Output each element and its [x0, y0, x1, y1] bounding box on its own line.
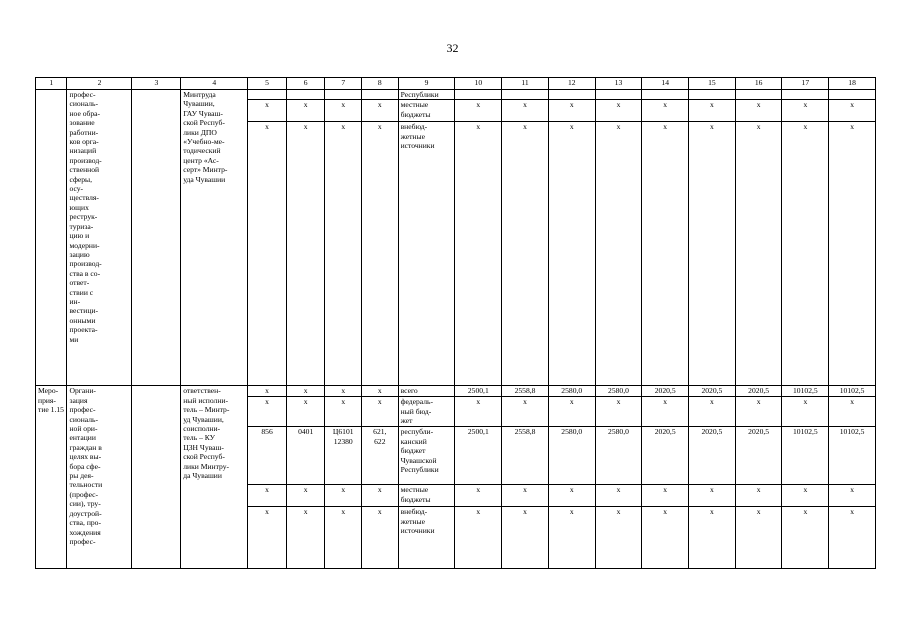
budget-code-cell: х [325, 386, 362, 397]
funding-source-cell: Республики [398, 90, 455, 100]
budget-code-cell: х [248, 485, 287, 507]
year-value-cell: х [829, 507, 876, 569]
year-value-cell: х [595, 507, 642, 569]
year-value-cell: 2580,0 [548, 386, 595, 397]
funding-source-cell: местные бюджеты [398, 100, 455, 122]
budget-code-cell: 621, 622 [362, 427, 399, 485]
table-row [36, 90, 876, 100]
col-number: 12 [548, 78, 595, 90]
year-value-cell: х [829, 100, 876, 122]
budget-code-cell: х [325, 122, 362, 386]
year-value-cell: 2580,0 [595, 386, 642, 397]
year-value-cell: 2558,8 [502, 427, 549, 485]
funding-source-cell: федераль- ный бюд- жет [398, 397, 455, 427]
budget-code-cell: х [325, 397, 362, 427]
budget-code-cell [248, 90, 287, 100]
budget-table [35, 77, 876, 569]
col-number: 8 [362, 78, 399, 90]
year-value-cell: х [782, 397, 829, 427]
budget-code-cell: х [362, 386, 399, 397]
year-value-cell: х [735, 122, 782, 386]
year-value-cell: 2020,5 [735, 427, 782, 485]
budget-code-cell: х [286, 100, 325, 122]
year-value-cell [595, 90, 642, 100]
year-value-cell: х [502, 507, 549, 569]
year-value-cell: х [455, 485, 502, 507]
budget-code-cell: х [362, 100, 399, 122]
page-number: 32 [446, 41, 459, 55]
year-value-cell: 2020,5 [689, 386, 736, 397]
year-value-cell: х [548, 100, 595, 122]
col-number: 13 [595, 78, 642, 90]
year-value-cell: х [689, 507, 736, 569]
year-value-cell: х [829, 122, 876, 386]
budget-code-cell: х [362, 507, 399, 569]
budget-code-cell: х [325, 507, 362, 569]
year-value-cell: х [595, 485, 642, 507]
year-value-cell [829, 90, 876, 100]
event-label-cell: Меро- прия- тие 1.15 [36, 386, 67, 569]
year-value-cell: х [689, 122, 736, 386]
year-value-cell: 2500,1 [455, 386, 502, 397]
col-number: 4 [181, 78, 248, 90]
col-number: 11 [502, 78, 549, 90]
year-value-cell: х [455, 397, 502, 427]
budget-code-cell: х [325, 100, 362, 122]
year-value-cell: х [782, 100, 829, 122]
year-value-cell: х [735, 397, 782, 427]
year-value-cell: х [502, 485, 549, 507]
year-value-cell: 10102,5 [782, 427, 829, 485]
funding-source-cell: республи- канский бюджет Чувашской Республики [398, 427, 455, 485]
year-value-cell: 10102,5 [829, 427, 876, 485]
col-number: 14 [642, 78, 689, 90]
year-value-cell: 2020,5 [642, 386, 689, 397]
year-value-cell: х [455, 100, 502, 122]
table-row [36, 386, 876, 397]
year-value-cell: х [595, 122, 642, 386]
year-value-cell: х [548, 507, 595, 569]
executor-cell: ответствен- ный исполни- тель – Минтр- уд Чувашии, соисполни- тель – КУ ЦЗН Чуваш- ской Респуб- лики Минтру- да Чувашии [181, 386, 248, 569]
budget-code-cell: х [362, 397, 399, 427]
budget-code-cell: х [325, 485, 362, 507]
year-value-cell [548, 90, 595, 100]
goal-cell [132, 90, 181, 386]
budget-code-cell [362, 90, 399, 100]
year-value-cell: х [502, 100, 549, 122]
col-number: 2 [67, 78, 132, 90]
year-value-cell: х [829, 485, 876, 507]
year-value-cell: х [455, 507, 502, 569]
budget-code-cell: х [248, 507, 287, 569]
year-value-cell: х [642, 397, 689, 427]
year-value-cell [689, 90, 736, 100]
budget-code-cell: х [286, 122, 325, 386]
year-value-cell: х [642, 122, 689, 386]
year-value-cell [642, 90, 689, 100]
year-value-cell: 2558,8 [502, 386, 549, 397]
budget-code-cell [286, 90, 325, 100]
funding-source-cell: местные бюджеты [398, 485, 455, 507]
col-number: 10 [455, 78, 502, 90]
budget-code-cell: х [248, 122, 287, 386]
year-value-cell: х [642, 100, 689, 122]
year-value-cell [455, 90, 502, 100]
year-value-cell: х [689, 397, 736, 427]
budget-code-cell [325, 90, 362, 100]
year-value-cell: 2020,5 [642, 427, 689, 485]
year-value-cell: 2500,1 [455, 427, 502, 485]
year-value-cell [502, 90, 549, 100]
goal-cell [132, 386, 181, 569]
col-number: 6 [286, 78, 325, 90]
col-number: 18 [829, 78, 876, 90]
year-value-cell: х [642, 507, 689, 569]
executor-cell: Минтруда Чувашии, ГАУ Чуваш- ской Респуб- лики ДПО «Учебно-ме- тодический центр «Ас- серт» Минтр- уда Чувашии [181, 90, 248, 386]
budget-code-cell: х [286, 485, 325, 507]
event-name-cell: Органи- зация профес- сиональ- ной ори- ентации граждан в целях вы- бора сфе- ры дея- тельности (профес- сии), тру- доустрой- ства, про- хождения профес- [67, 386, 132, 569]
year-value-cell: х [735, 100, 782, 122]
year-value-cell [782, 90, 829, 100]
year-value-cell: х [689, 100, 736, 122]
year-value-cell: 2580,0 [548, 427, 595, 485]
budget-code-cell: Ц6101 12380 [325, 427, 362, 485]
year-value-cell: 10102,5 [829, 386, 876, 397]
year-value-cell: х [735, 485, 782, 507]
funding-source-cell: внебюд- жетные источники [398, 122, 455, 386]
funding-source-cell: внебюд- жетные источники [398, 507, 455, 569]
col-number: 9 [398, 78, 455, 90]
year-value-cell: х [595, 100, 642, 122]
col-number: 3 [132, 78, 181, 90]
col-number: 16 [735, 78, 782, 90]
budget-code-cell: х [248, 100, 287, 122]
event-label-cell [36, 90, 67, 386]
year-value-cell: х [829, 397, 876, 427]
col-number: 5 [248, 78, 287, 90]
year-value-cell: х [782, 507, 829, 569]
budget-code-cell: х [248, 397, 287, 427]
year-value-cell: х [642, 485, 689, 507]
budget-code-cell: х [286, 386, 325, 397]
col-number: 7 [325, 78, 362, 90]
year-value-cell: х [689, 485, 736, 507]
year-value-cell: 10102,5 [782, 386, 829, 397]
year-value-cell: х [455, 122, 502, 386]
budget-code-cell: х [248, 386, 287, 397]
event-name-cell: профес- сиональ- ное обра- зование работни- ков орга- низаций производ- ственной сферы, осу- ществля- ющих реструк- туриза- цию и модерни- зацию производ- ства в со- ответ- ствии с ин- вестици- онными проекта- ми [67, 90, 132, 386]
column-number-row [36, 78, 876, 90]
year-value-cell: 2020,5 [735, 386, 782, 397]
year-value-cell: х [548, 397, 595, 427]
budget-code-cell: х [286, 507, 325, 569]
budget-code-cell: 0401 [286, 427, 325, 485]
year-value-cell: х [735, 507, 782, 569]
year-value-cell: х [782, 122, 829, 386]
year-value-cell: х [502, 397, 549, 427]
year-value-cell: х [548, 122, 595, 386]
year-value-cell [735, 90, 782, 100]
table-body [36, 78, 876, 569]
col-number: 1 [36, 78, 67, 90]
year-value-cell: х [502, 122, 549, 386]
col-number: 17 [782, 78, 829, 90]
budget-code-cell: х [362, 485, 399, 507]
funding-source-cell: всего [398, 386, 455, 397]
year-value-cell: 2580,0 [595, 427, 642, 485]
budget-code-cell: х [286, 397, 325, 427]
year-value-cell: х [595, 397, 642, 427]
col-number: 15 [689, 78, 736, 90]
year-value-cell: х [782, 485, 829, 507]
budget-code-cell: 856 [248, 427, 287, 485]
year-value-cell: х [548, 485, 595, 507]
year-value-cell: 2020,5 [689, 427, 736, 485]
budget-code-cell: х [362, 122, 399, 386]
